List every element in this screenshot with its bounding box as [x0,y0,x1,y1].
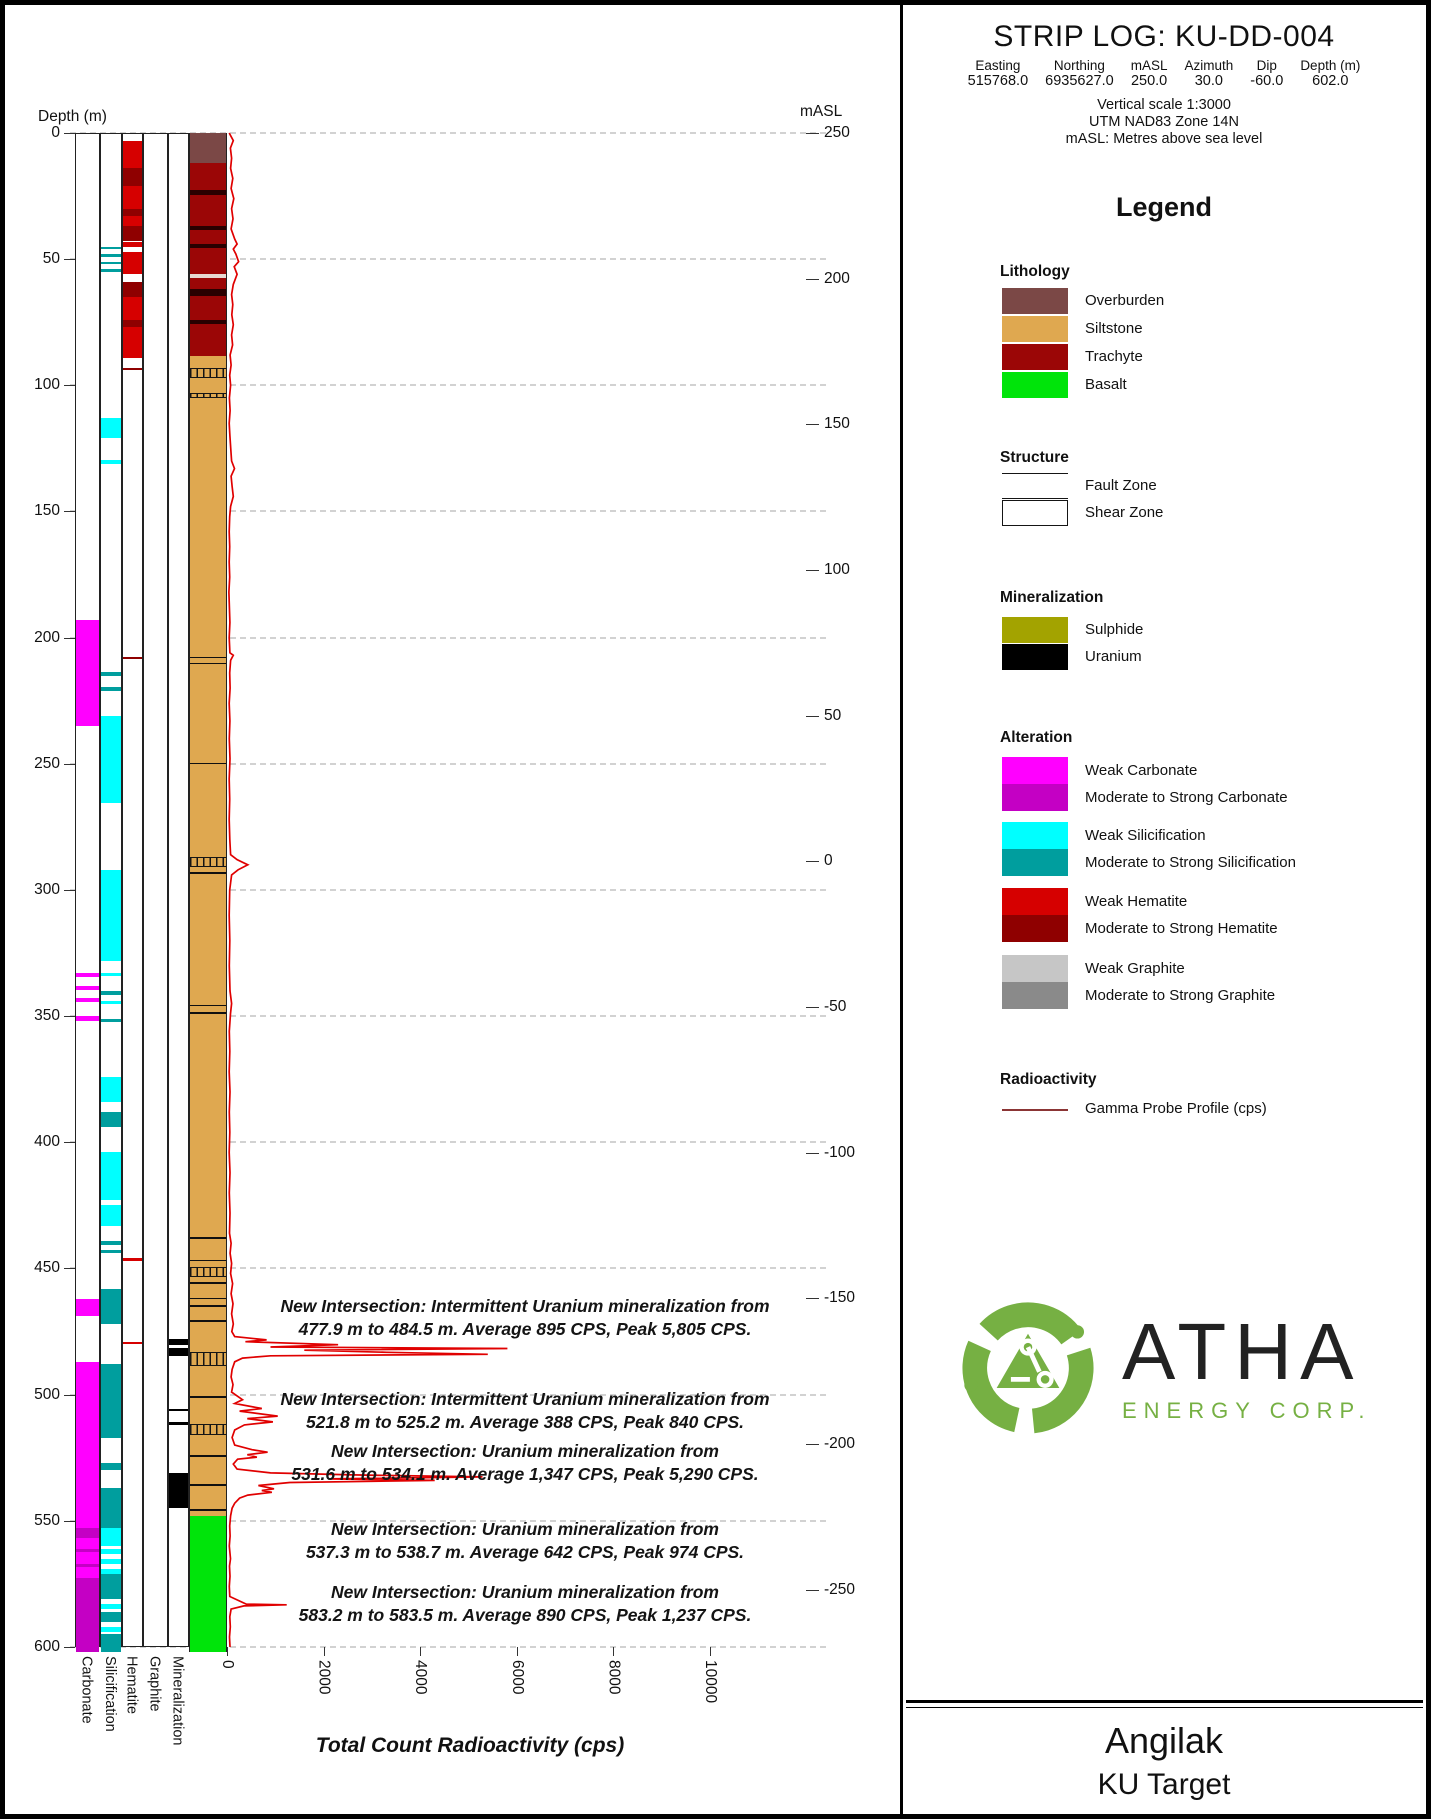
collar-fields [905,58,1423,89]
carbonate-interval [76,1016,99,1021]
carbonate-interval [76,1552,99,1563]
lithology-fault-zone [190,1267,226,1277]
intersection-annotation: New Intersection: Uranium mineralization from 537.3 m to 538.7 m. Average 642 CPS, Peak 974 CPS. [305,1519,745,1562]
carbonate-interval [76,973,99,977]
mineralization-interval [169,1348,188,1356]
legend-swatch-lithology [1002,372,1068,398]
cps-tick-label: 0 [219,1660,236,1669]
silicification-interval [101,1077,121,1102]
legend-label: Weak Silicification [1085,827,1206,844]
hematite-interval [123,282,142,297]
hematite-interval [123,320,142,328]
silicification-interval [101,672,121,676]
hematite-interval [123,252,142,275]
lithology-fault-zone [190,1424,226,1435]
masl-tick-label: -250 [824,1580,856,1598]
scale-note: mASL: Metres above sea level [1065,131,1263,147]
hematite-interval [123,297,142,320]
track-mineralization [168,133,189,1647]
legend-swatch-mineralization [1002,617,1068,643]
legend-label: Weak Hematite [1085,893,1188,910]
masl-tick-label: 250 [824,124,850,141]
silicification-interval [101,254,121,257]
depth-tick [64,764,75,765]
depth-tick [64,1521,75,1522]
intersection-annotation: New Intersection: Intermittent Uranium mineralization from 477.9 m to 484.5 m. Average 895 CPS, Peak 5,805 CPS. [280,1296,770,1339]
depth-tick [64,890,75,891]
collar-field-label: Easting [975,58,1021,73]
lithology-structure-line [190,1320,226,1322]
depth-tick-label: 50 [42,250,60,268]
silicification-interval [101,1574,121,1599]
depth-tick-label: 0 [51,124,60,141]
legend-swatch-lithology [1002,344,1068,370]
silicification-interval [101,1152,121,1200]
lithology-structure-line [190,1396,226,1398]
hematite-interval [123,1258,142,1261]
depth-tick [64,133,75,134]
collar-field [1184,58,1233,89]
collar-field-label: Depth (m) [1300,58,1361,73]
masl-tick [806,1007,819,1008]
legend-label: Gamma Probe Profile (cps) [1085,1100,1267,1117]
lithology-structure-line [190,1305,226,1307]
legend-swatch-shear-zone [1002,500,1068,526]
footer-separator-thin [906,1707,1423,1708]
hematite-interval [123,1342,142,1345]
masl-tick-label: -50 [824,998,847,1016]
depth-tick-label: 300 [34,880,60,898]
intersection-annotation: New Intersection: Intermittent Uranium mineralization from 521.8 m to 525.2 m. Average 388 CPS, Peak 840 CPS. [280,1389,770,1432]
silicification-interval [101,716,121,803]
depth-tick [64,385,75,386]
cps-tick-label: 10000 [702,1660,719,1704]
masl-tick-label: 200 [824,269,850,287]
hematite-interval [123,242,142,247]
collar-field [1250,58,1283,89]
legend-section-header: Structure [1000,449,1069,466]
track-label-silicification: Silicification [102,1656,118,1732]
silicification-interval [101,1549,121,1554]
cps-tick [324,1647,325,1656]
silicification-interval [101,687,121,691]
lithology-structure-line [190,763,226,765]
mineralization-interval [169,1473,188,1508]
legend-label: Trachyte [1085,348,1143,365]
depth-tick [64,1647,75,1648]
carbonate-interval [76,1528,99,1538]
legend-label: Siltstone [1085,320,1143,337]
silicification-interval [101,870,121,961]
atha-subtext: ENERGY CORP. [1122,1398,1372,1423]
lithology-structure-line [190,1237,226,1239]
lithology-fault-zone [190,1352,226,1366]
silicification-interval [101,1289,121,1324]
hematite-interval [123,657,142,660]
carbonate-interval [76,1567,99,1577]
legend-label: Uranium [1085,648,1142,665]
legend-section-header: Radioactivity [1000,1071,1097,1088]
silicification-interval [101,247,121,250]
log-title: STRIP LOG: KU-DD-004 [993,20,1335,53]
legend-gamma-line [1002,1109,1068,1111]
silicification-interval [101,262,121,265]
depth-tick [64,1268,75,1269]
lithology-structure-line [190,1260,226,1262]
track-graphite [143,133,168,1647]
masl-tick [806,279,819,280]
masl-tick-label: 150 [824,415,850,433]
cps-tick-label: 2000 [315,1660,333,1695]
masl-axis-label: mASL [800,103,843,120]
legend-section-header: Mineralization [1000,589,1104,606]
silicification-interval [101,1559,121,1564]
collar-field-value: -60.0 [1250,73,1284,89]
masl-tick-label: 50 [824,706,842,724]
silicification-interval [101,991,121,995]
masl-tick-label: -100 [824,1143,856,1161]
collar-field-label: Northing [1053,58,1105,73]
collar-field [1045,58,1114,89]
intersection-annotation: New Intersection: Uranium mineralization from 583.2 m to 583.5 m. Average 890 CPS, Peak 1,237 CPS. [298,1582,752,1625]
lithology-structure-line [190,1298,226,1300]
silicification-interval [101,1001,121,1004]
silicification-interval [101,1627,121,1632]
masl-tick-label: -200 [824,1435,856,1453]
hematite-interval [123,209,142,217]
legend-label: Basalt [1085,376,1127,393]
legend-label: Fault Zone [1085,477,1157,494]
depth-tick-label: 400 [34,1133,60,1151]
lithology-fault-zone [190,368,226,378]
legend-section-header: Alteration [1000,729,1073,746]
depth-tick [64,259,75,260]
legend-swatch-alteration-weak [1002,888,1068,915]
depth-tick [64,1142,75,1143]
silicification-interval [101,1634,121,1652]
depth-tick [64,1395,75,1396]
silicification-interval [101,1612,121,1622]
depth-tick-label: 250 [34,754,60,772]
target-name: KU Target [1097,1768,1231,1801]
hematite-interval [123,216,142,226]
lithology-overburden [190,133,226,163]
track-label-graphite: Graphite [146,1656,163,1712]
lithology-band [190,226,226,230]
masl-tick [806,716,819,717]
track-label-mineralization: Mineralization [169,1656,186,1746]
project-name: Angilak [1104,1720,1224,1761]
depth-tick-label: 600 [34,1637,60,1655]
masl-tick [806,570,819,571]
legend-swatch-mineralization [1002,644,1068,670]
legend-swatch-alteration-weak [1002,822,1068,849]
depth-tick [64,638,75,639]
carbonate-interval [76,1538,99,1548]
hematite-interval [123,226,142,241]
legend-label: Weak Graphite [1085,960,1185,977]
atha-logo-mark [952,1292,1104,1444]
legend-swatch-alteration-strong [1002,982,1068,1009]
silicification-interval [101,973,121,976]
collar-field-label: Dip [1256,58,1277,73]
hematite-interval [123,186,142,209]
silicification-interval [101,1205,121,1225]
depth-tick-label: 350 [34,1007,60,1025]
lithology-structure-line [190,1012,226,1014]
depth-axis-label: Depth (m) [38,108,107,125]
collar-field-value: 602.0 [1312,73,1349,89]
collar-field [1300,58,1360,89]
collar-field [968,58,1028,89]
cps-tick [613,1647,614,1656]
depth-tick-label: 200 [34,628,60,646]
scale-notes [905,97,1423,148]
lithology-band [190,289,226,295]
lithology-band [190,320,226,324]
lithology-fault-zone [190,393,226,398]
silicification-interval [101,1112,121,1127]
carbonate-interval [76,1578,99,1652]
collar-field [1131,58,1168,89]
lithology-structure-line [190,1005,226,1007]
collar-field-value: 30.0 [1194,73,1223,89]
legend-swatch-lithology [1002,316,1068,342]
collar-field-value: 6935627.0 [1045,73,1114,89]
masl-tick-label: -150 [824,1289,856,1307]
masl-tick [806,861,819,862]
carbonate-interval [76,998,99,1002]
cps-tick [710,1647,711,1656]
masl-tick-label: 0 [824,852,833,870]
depth-tick [64,1016,75,1017]
depth-tick-label: 450 [34,1259,60,1277]
legend-label: Sulphide [1085,621,1144,638]
silicification-interval [101,1488,121,1528]
legend-swatch-alteration-strong [1002,784,1068,811]
cps-tick-label: 4000 [412,1660,430,1695]
hematite-interval [123,141,142,169]
silicification-interval [101,1528,121,1546]
lithology-siltstone [190,356,226,1515]
legend-label: Moderate to Strong Hematite [1085,920,1278,937]
track-label-carbonate: Carbonate [78,1656,95,1724]
collar-field-value: 515768.0 [967,73,1029,89]
legend-section-header: Lithology [1000,263,1070,280]
intersection-annotation: New Intersection: Uranium mineralization from 531.6 m to 534.1 m. Average 1,347 CPS, Peak 5,290 CPS. [291,1441,759,1484]
legend-title: Legend [1115,192,1212,222]
legend-label: Weak Carbonate [1085,762,1198,779]
lithology-structure-line [190,657,226,659]
cps-tick [420,1647,421,1656]
carbonate-interval [76,620,99,726]
lithology-band [190,274,226,278]
silicification-interval [101,1241,121,1245]
depth-tick-label: 500 [34,1385,60,1403]
lithology-structure-line [190,1509,226,1511]
legend-label: Overburden [1085,292,1165,309]
silicification-interval [101,1604,121,1609]
masl-tick-label: 100 [824,561,850,579]
silicification-interval [101,460,121,464]
silicification-interval [101,1019,121,1023]
carbonate-interval [76,1299,99,1317]
radioactivity-axis-title: Total Count Radioactivity (cps) [315,1734,625,1757]
lithology-structure-line [190,1282,226,1284]
panel-divider [900,5,903,1814]
mineralization-interval [169,1339,188,1345]
legend-label: Shear Zone [1085,504,1164,521]
collar-field-value: 250.0 [1130,73,1168,89]
silicification-interval [101,269,121,272]
cps-tick-label: 6000 [508,1660,526,1695]
collar-field-label: Azimuth [1184,58,1234,73]
carbonate-interval [76,1362,99,1529]
hematite-interval [123,327,142,357]
track-label-hematite: Hematite [123,1656,140,1715]
mineralization-interval [169,1422,188,1425]
cps-tick [227,1647,228,1656]
scale-note: Vertical scale 1:3000 [1097,97,1231,113]
carbonate-interval [76,986,99,990]
lithology-band [190,244,226,248]
collar-field-label: mASL [1130,58,1168,73]
legend-label: Moderate to Strong Graphite [1085,987,1276,1004]
depth-tick-label: 100 [34,376,60,394]
lithology-structure-line [190,1455,226,1457]
hematite-interval [123,368,142,371]
legend-swatch-lithology [1002,288,1068,314]
track-hematite [122,133,143,1647]
silicification-interval [101,1250,121,1254]
lithology-structure-line [190,663,226,665]
masl-tick [806,133,819,134]
lithology-structure-line [190,872,226,874]
legend-swatch-fault-zone [1002,473,1068,499]
silicification-interval [101,1463,121,1471]
lithology-fault-zone [190,857,226,867]
legend-swatch-alteration-weak [1002,757,1068,784]
legend-label: Moderate to Strong Carbonate [1085,789,1288,806]
lithology-basalt [190,1516,226,1652]
scale-note: UTM NAD83 Zone 14N [1089,114,1239,130]
lithology-band [190,190,226,195]
footer-separator-thick [906,1700,1423,1703]
depth-tick-label: 150 [34,502,60,520]
silicification-interval [101,418,121,438]
legend-label: Moderate to Strong Silicification [1085,854,1296,871]
depth-tick [64,511,75,512]
masl-tick [806,424,819,425]
cps-tick-label: 8000 [605,1660,623,1695]
lithology-structure-line [190,1484,226,1486]
atha-wordmark-block [1122,1307,1372,1424]
hematite-interval [123,168,142,186]
silicification-interval [101,1364,121,1437]
legend-swatch-alteration-weak [1002,955,1068,982]
atha-wordmark: ATHA [1122,1307,1362,1396]
masl-tick [806,1153,819,1154]
atha-logo [952,1292,1371,1444]
legend-swatch-alteration-strong [1002,849,1068,876]
depth-tick-label: 550 [34,1511,60,1529]
legend-swatch-alteration-strong [1002,915,1068,942]
mineralization-interval [169,1409,188,1412]
cps-tick [517,1647,518,1656]
